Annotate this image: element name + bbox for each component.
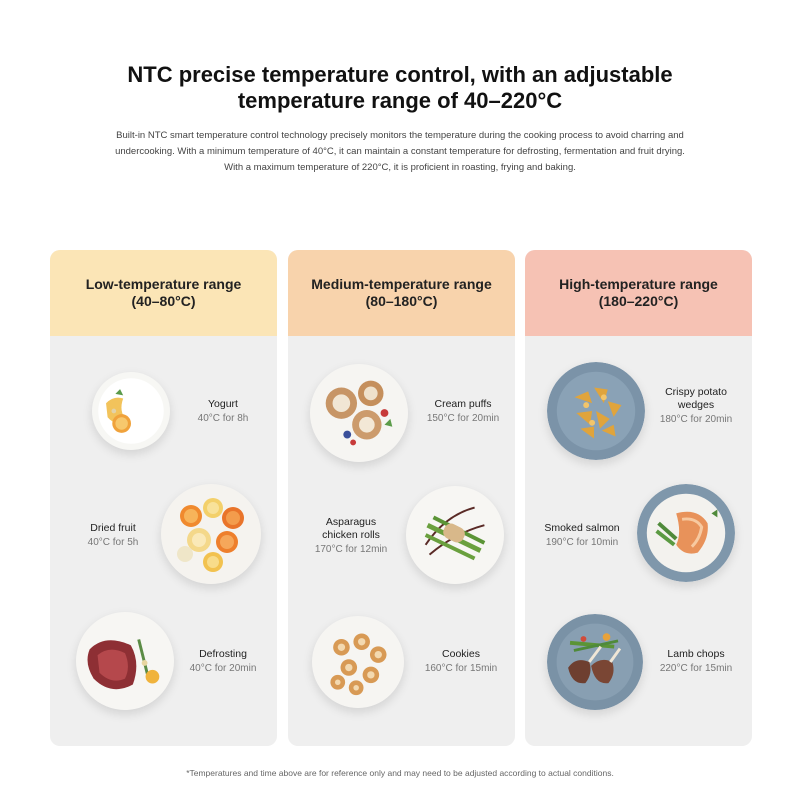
food-item-cream-puffs <box>288 362 515 472</box>
smoked-salmon-name: Smoked salmon <box>544 522 620 534</box>
defrosting-time: 40°C for 20min <box>189 663 257 674</box>
lamb-chops-image <box>547 614 643 710</box>
defrosting-image <box>76 612 174 710</box>
yogurt-time: 40°C for 8h <box>197 413 249 424</box>
medium-temperature-range: (80–180°C) <box>365 293 438 309</box>
low-temperature-title: Low-temperature range <box>85 276 242 292</box>
asparagus-chicken-rolls-image <box>406 486 504 584</box>
yogurt-name: Yogurt <box>208 398 238 410</box>
dried-fruit-time: 40°C for 5h <box>87 537 139 548</box>
cream-puffs-name: Cream puffs <box>434 398 492 410</box>
title-line-1: NTC precise temperature control, with an adjustable <box>127 62 673 87</box>
food-item-yogurt <box>50 362 277 472</box>
cookies-name: Cookies <box>442 648 480 660</box>
footnote: *Temperatures and time above are for reference only and may need to be adjusted according to actual conditions. <box>186 768 614 778</box>
asparagus-chicken-rolls-name-line1: Asparagus <box>325 516 377 528</box>
high-temperature-range: (180–220°C) <box>598 293 679 309</box>
cream-puffs-time: 150°C for 20min <box>426 413 500 424</box>
food-item-defrosting <box>50 608 277 718</box>
food-item-lamb-chops <box>525 612 752 722</box>
low-temperature-card <box>50 250 277 746</box>
smoked-salmon-time: 190°C for 10min <box>545 537 619 548</box>
crispy-potato-wedges-name-line2: wedges <box>677 399 715 411</box>
food-item-crispy-potato-wedges <box>525 360 752 470</box>
intro-paragraph: Built-in NTC smart temperature control technology precisely monitors the temperature during the cooking process to avoid charring and undercooking. With a minimum temperature of 40°C, it can maintain a constant temperature for defrosting, fermentation and fruit drying. With a maximum temperature of 220°C, it is proficient in roasting, frying and baking. <box>115 130 685 173</box>
crispy-potato-wedges-name-line1: Crispy potato <box>665 386 727 398</box>
smoked-salmon-image <box>637 484 735 582</box>
cookies-image <box>312 616 404 708</box>
food-item-smoked-salmon <box>525 484 752 594</box>
dried-fruit-name: Dried fruit <box>90 522 136 534</box>
page-title <box>0 62 800 114</box>
asparagus-chicken-rolls-time: 170°C for 12min <box>314 544 388 555</box>
medium-temperature-title: Medium-temperature range <box>311 276 492 292</box>
cream-puffs-image <box>310 364 408 462</box>
high-temperature-title: High-temperature range <box>559 276 718 292</box>
lamb-chops-time: 220°C for 15min <box>659 663 733 674</box>
medium-temperature-card <box>288 250 515 746</box>
dried-fruit-image <box>161 484 261 584</box>
crispy-potato-wedges-image <box>547 362 645 460</box>
low-temperature-range: (40–80°C) <box>131 293 196 309</box>
lamb-chops-name: Lamb chops <box>667 648 725 660</box>
high-temperature-card <box>525 250 752 746</box>
cookies-time: 160°C for 15min <box>424 663 498 674</box>
low-temperature-header <box>50 250 277 336</box>
title-line-2: temperature range of 40–220°C <box>237 88 563 113</box>
yogurt-image <box>92 372 170 450</box>
high-temperature-header <box>525 250 752 336</box>
food-item-cookies <box>288 612 515 722</box>
food-item-dried-fruit <box>50 484 277 594</box>
food-item-asparagus-chicken-rolls <box>288 486 515 596</box>
asparagus-chicken-rolls-name-line2: chicken rolls <box>322 529 380 541</box>
crispy-potato-wedges-time: 180°C for 20min <box>659 414 733 425</box>
medium-temperature-header <box>288 250 515 336</box>
defrosting-name: Defrosting <box>199 648 247 660</box>
